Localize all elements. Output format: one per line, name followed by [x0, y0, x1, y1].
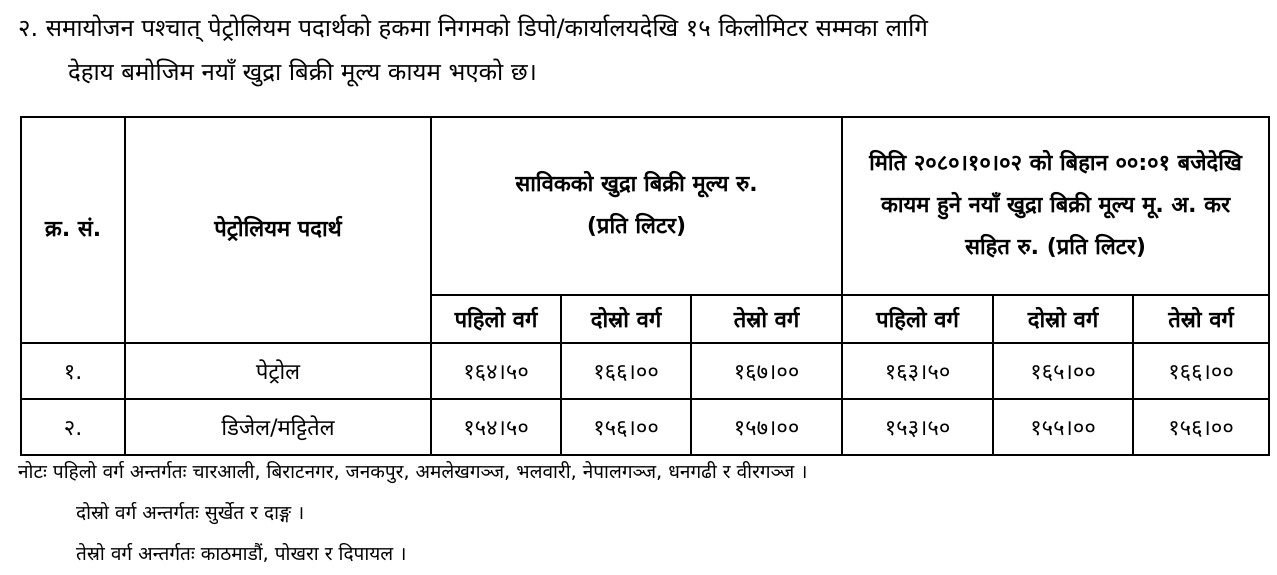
new-category-3: तेस्रो वर्ग	[1133, 295, 1269, 343]
table-row	[21, 343, 1269, 399]
header-old-price: साविकको खुद्रा बिक्री मूल्य रु. (प्रति लिटर)	[431, 117, 842, 295]
new-category-1: पहिलो वर्ग	[842, 295, 993, 343]
row-serial: २.	[21, 399, 125, 455]
note-line-2: दोस्रो वर्ग अन्तर्गतः सुर्खेत र दाङ्ग ।	[76, 502, 305, 524]
old-price-2: १६६।००	[561, 343, 691, 399]
new-price-1: १५३।५०	[842, 399, 993, 455]
table-row	[21, 399, 1269, 455]
header-new-price: मिति २०८०।१०।०२ को बिहान ००:०१ बजेदेखि कायम हुने नयाँ खुद्रा बिक्री मूल्य मू. अ. कर सहित रु. (प्रति लिटर)	[842, 117, 1269, 295]
row-serial: १.	[21, 343, 125, 399]
notes-section	[18, 452, 1268, 575]
new-price-3: १५६।००	[1133, 399, 1269, 455]
intro-line-2: देहाय बमोजिम नयाँ खुद्रा बिक्री मूल्य कायम भएको छ।	[68, 58, 537, 86]
header-serial: क्र. सं.	[21, 117, 125, 343]
old-price-1: १६४।५०	[431, 343, 561, 399]
old-price-3: १५७।००	[691, 399, 842, 455]
header-product: पेट्रोलियम पदार्थ	[125, 117, 431, 343]
note-line-3: तेस्रो वर्ग अन्तर्गतः काठमाडौं, पोखरा र दिपायल ।	[76, 543, 407, 565]
price-table	[20, 116, 1270, 456]
header-row	[21, 117, 1269, 295]
note-line-1: नोटः पहिलो वर्ग अन्तर्गतः चारआली, बिराटनगर, जनकपुर, अमलेखगञ्ज, भलवारी, नेपालगञ्ज, धनगढी र वीरगञ्ज ।	[18, 461, 808, 483]
new-price-1: १६३।५०	[842, 343, 993, 399]
new-price-3: १६६।००	[1133, 343, 1269, 399]
intro-paragraph	[18, 6, 1268, 94]
new-price-2: १६५।००	[993, 343, 1133, 399]
old-category-1: पहिलो वर्ग	[431, 295, 561, 343]
old-category-3: तेस्रो वर्ग	[691, 295, 842, 343]
row-product: डिजेल/मट्टितेल	[125, 399, 431, 455]
new-price-2: १५५।००	[993, 399, 1133, 455]
old-price-3: १६७।००	[691, 343, 842, 399]
new-category-2: दोस्रो वर्ग	[993, 295, 1133, 343]
old-price-2: १५६।००	[561, 399, 691, 455]
old-price-1: १५४।५०	[431, 399, 561, 455]
intro-line-1: २. समायोजन पश्चात् पेट्रोलियम पदार्थको हकमा निगमको डिपो/कार्यालयदेखि १५ किलोमिटर सम्मका लागि	[18, 14, 928, 42]
row-product: पेट्रोल	[125, 343, 431, 399]
old-category-2: दोस्रो वर्ग	[561, 295, 691, 343]
